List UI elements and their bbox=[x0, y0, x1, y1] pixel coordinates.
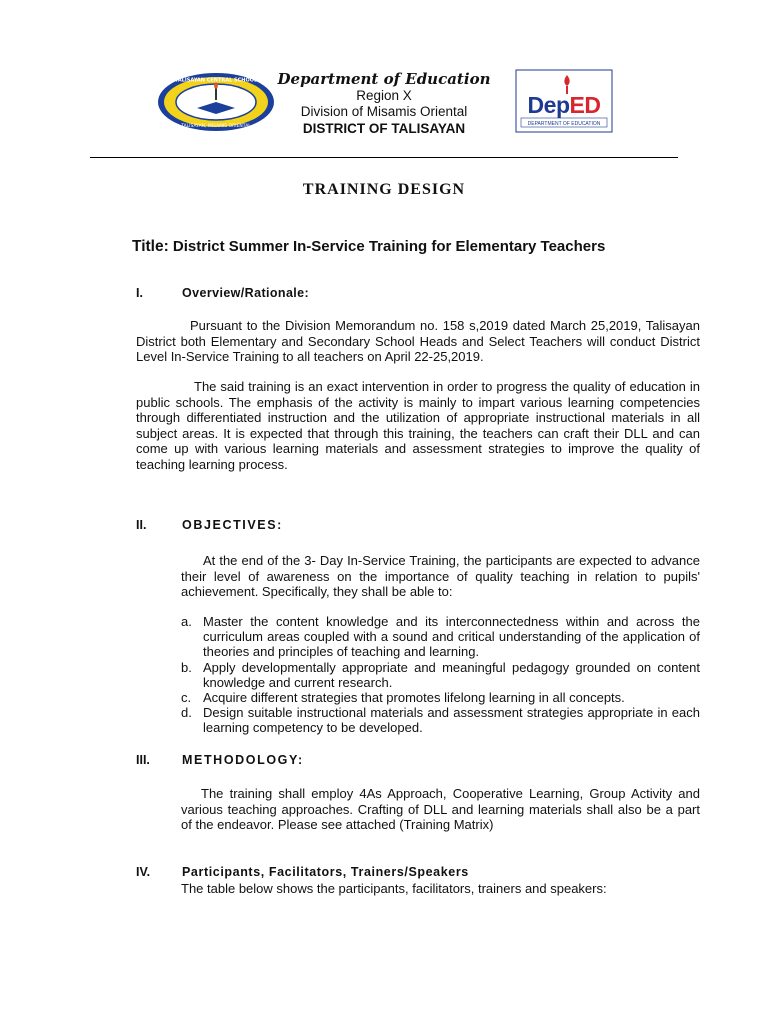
section-title: METHODOLOGY: bbox=[182, 753, 304, 767]
section-number: IV. bbox=[136, 865, 151, 879]
objectives-list bbox=[181, 614, 700, 736]
deped-subtext: DEPARTMENT OF EDUCATION bbox=[527, 121, 601, 127]
region-line: Region X bbox=[356, 88, 412, 103]
list-item: c. Acquire different strategies that promotes lifelong learning in all concepts. bbox=[181, 690, 625, 706]
objectives-intro: At the end of the 3- Day In-Service Training, the participants are expected to advance their level of awareness on the importance of quality teaching in relation to pupils' achievement. Specifically, they shall be able to: bbox=[181, 553, 700, 599]
list-item: b. Apply developmentally appropriate and meaningful pedagogy grounded on content knowledge and current research. bbox=[181, 659, 700, 690]
section-title: Participants, Facilitators, Trainers/Speakers bbox=[182, 865, 469, 879]
list-item: a. Master the content knowledge and its interconnectedness within and across the curriculum areas coupled with a sound and critical understanding of the application of theories and principles of teaching and learning. bbox=[181, 614, 700, 660]
department-name: Department of Education bbox=[277, 70, 491, 88]
letterhead-text bbox=[250, 70, 518, 137]
rationale-paragraph-2: The said training is an exact intervention in order to progress the quality of education in public schools. The emphasis of the activity is mainly to impart various learning competencies through differentiated instruction and the utilization of appropriate instructional materials in all subject areas. It is expected that through this training, the teachers can craft their DLL and can come up with various learning materials and assessment strategies to improve the quality of teaching learning process. bbox=[136, 379, 700, 472]
methodology-paragraph: The training shall employ 4As Approach, Cooperative Learning, Group Activity and various teaching approaches. Crafting of DLL and learning materials shall also be a part of the endeavor. Please see attached (Training Matrix) bbox=[181, 786, 700, 832]
section-number: III. bbox=[136, 753, 150, 767]
list-item: d. Design suitable instructional materials and assessment strategies appropriate in each learning competency to be developed. bbox=[181, 705, 700, 736]
section-title: OBJECTIVES: bbox=[182, 518, 283, 532]
section-number: II. bbox=[136, 518, 147, 532]
title-label: Title: bbox=[132, 238, 169, 255]
title-text: District Summer In-Service Training for Elementary Teachers bbox=[172, 238, 606, 255]
participants-intro: The table below shows the participants, facilitators, trainers and speakers: bbox=[181, 881, 607, 896]
svg-text:TALISAYAN CENTRAL SCHOOL: TALISAYAN CENTRAL SCHOOL bbox=[174, 77, 258, 84]
section-number: I. bbox=[136, 286, 143, 300]
header-divider bbox=[90, 157, 678, 158]
division-line: Division of Misamis Oriental bbox=[300, 104, 468, 119]
document-title: TRAINING DESIGN bbox=[302, 181, 466, 198]
section-title: Overview/Rationale: bbox=[182, 286, 310, 300]
rationale-paragraph-1: Pursuant to the Division Memorandum no. 158 s,2019 dated March 25,2019, Talisayan District both Elementary and Secondary School Heads and Select Teachers will conduct District Level In-Service Training to all teachers on April 22-25,2019. bbox=[136, 318, 700, 364]
svg-text:TALISAYAN, MISAMIS ORIENTAL: TALISAYAN, MISAMIS ORIENTAL bbox=[181, 124, 251, 129]
letterhead bbox=[0, 64, 768, 144]
deped-logo bbox=[515, 69, 613, 133]
svg-text:DepED: DepED bbox=[527, 92, 601, 118]
district-line: DISTRICT OF TALISAYAN bbox=[302, 121, 466, 136]
training-title bbox=[132, 238, 605, 256]
